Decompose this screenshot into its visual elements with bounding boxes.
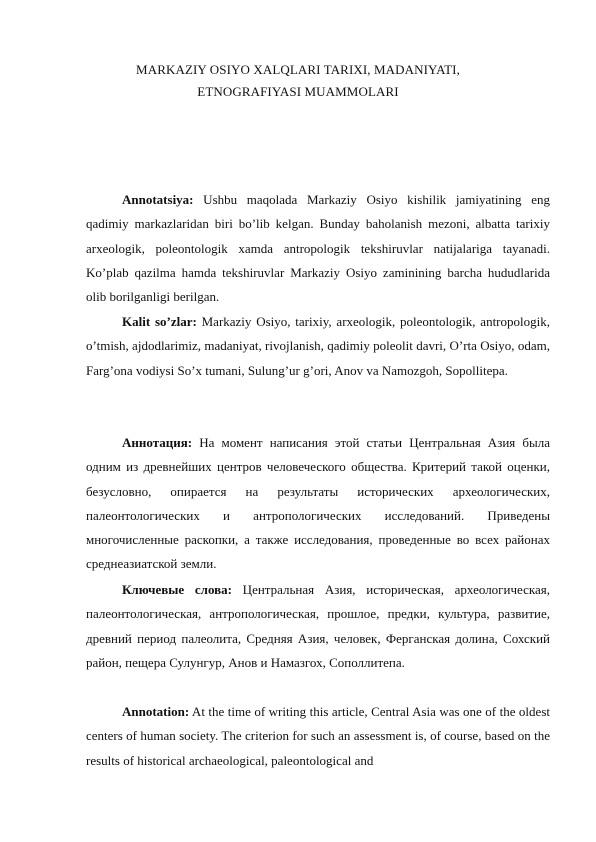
title-line-2: ETNOGRAFIYASI MUAMMOLARI [197,84,399,99]
kalit-sozlar-label: Kalit so’zlar: [122,314,197,329]
annotatsiya-text: Ushbu maqolada Markaziy Osiyo kishilik jamiyatining eng qadimiy markazlaridan biri bo’lib kelgan. Bunday baholanish mezoni, albatta tarixiy arxeologik, poleontologik xamda antropologik tekshiruvlar natijalariga tayanadi. Ko’plab qazilma hamda tekshiruvlar Markaziy Osiyo zaminining barcha hududlarida olib borilganligi berilgan. [86,192,550,305]
kalit-sozlar-text: Markaziy Osiyo, tarixiy, arxeologik, poleontologik, antropologik, o’tmish, ajdodlarimiz, madaniyat, rivojlanish, qadimiy poleolit davri, O’rta Osiyo, odam, Farg’ona vodiysi So’x tumani, Sulung’ur g’ori, Anov va Namozgoh, Sopollitepa. [86,314,550,378]
annotation-en-paragraph [86,700,550,773]
annotation-en-label: Annotation: [122,704,190,719]
title-line-1: MARKAZIY OSIYO XALQLARI TARIXI, MADANIYATI, [136,62,460,77]
annotatsiya-label: Annotatsiya: [122,192,194,207]
klyuchevye-slova-paragraph [86,578,550,675]
klyuchevye-slova-text: Центральная Азия, историческая, археологическая, палеонтологическая, антропологическая, прошлое, предки, культура, развитие, древний период палеолита, Средняя Азия, человек, Ферганская долина, Сохский район, пещера Сулунгур, Анов и Намазгох, Сополлитепа. [86,582,550,670]
annotation-en-text: At the time of writing this article, Central Asia was one of the oldest centers of human society. The criterion for such an assessment is, of course, based on the results of historical archaeological, paleontological and [86,704,550,768]
annotatsiya-paragraph [86,188,550,309]
annotatsiya-ru-label: Аннотация: [122,435,193,450]
klyuchevye-slova-label: Ключевые слова: [122,582,232,597]
kalit-sozlar-paragraph [86,310,550,383]
annotatsiya-ru-paragraph [86,431,550,577]
annotatsiya-ru-text: На момент написания этой статьи Центральная Азия была одним из древнейших центров человеческого общества. Критерий такой оценки, безусловно, опирается на результаты исторических археологических, палеонтологических и антропологических исследований. Приведены многочисленные раскопки, а также исследования, проведенные во всех районах среднеазиатской земли. [86,435,550,572]
